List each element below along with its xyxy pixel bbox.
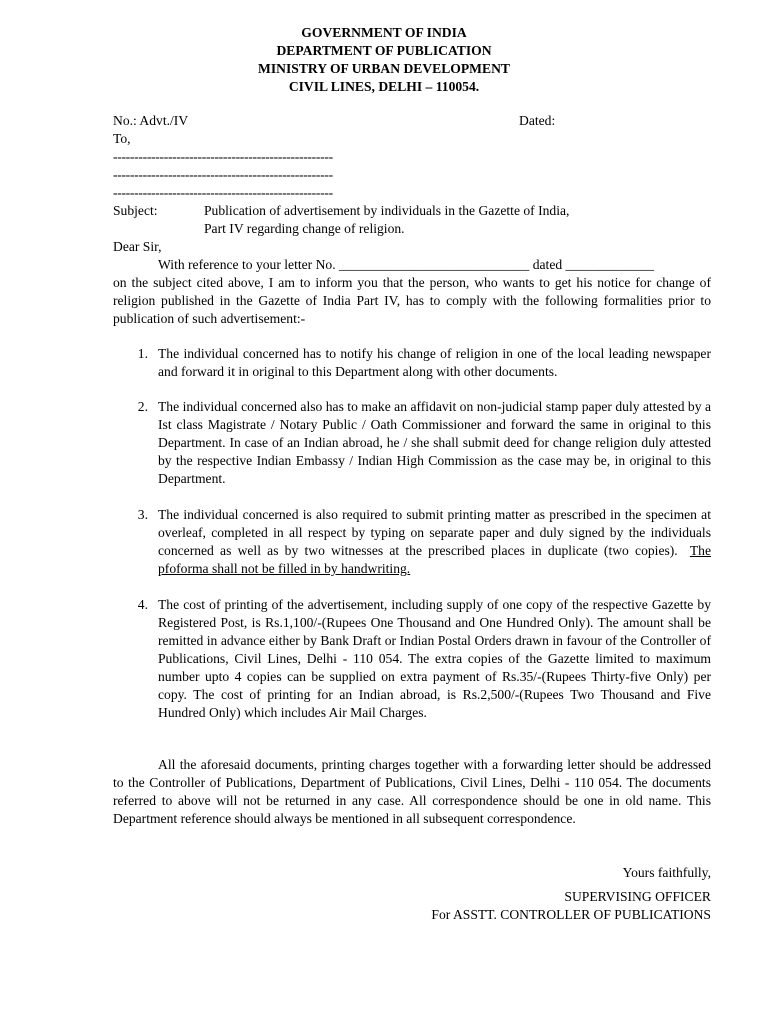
address-line-3: ---------------------------------------------------- — [113, 185, 333, 200]
item-3-handwriting-note: The pfoforma shall not be filled in by handwriting. — [158, 543, 711, 576]
signatory-title: SUPERVISING OFFICER — [564, 889, 711, 904]
address-line-1: ---------------------------------------------------- — [113, 149, 333, 164]
item-1-text: The individual concerned has to notify his change of religion in one of the local leading newspaper and forward it in original to this Department along with other documents. — [158, 346, 711, 379]
letterhead-line-1: GOVERNMENT OF INDIA — [301, 25, 467, 40]
item-3-body: The individual concerned is also required to submit printing matter as prescribed in the specimen at overleaf, completed in all respect by typing on separate paper and duly signed by the individuals concerned as well as by two witnesses at the prescribed places in duplicate (two copies). — [158, 507, 711, 558]
yours-faithfully: Yours faithfully, — [622, 865, 711, 880]
salutation: Dear Sir, — [113, 239, 162, 254]
letterhead-line-3: MINISTRY OF URBAN DEVELOPMENT — [258, 61, 510, 76]
item-4-text: The cost of printing of the advertisement, including supply of one copy of the respective Gazette by Registered Post, is Rs.1,100/-(Rupees One Thousand and One Hundred Only). The amount shall be remitted in advance either by Bank Draft or Indian Postal Orders drawn in favour of the Controller of Publications, Civil Lines, Delhi - 110 054. The extra copies of the Gazette limited to maximum number upto 4 copies can be supplied on extra payment of Rs.35/-(Rupees Thirty-five Only) per copy. The cost of printing for an Indian abroad, is Rs.2,500/-(Rupees Two Thousand and Five Hundred Only) which includes Air Mail Charges. — [158, 597, 711, 720]
letterhead-line-2: DEPARTMENT OF PUBLICATION — [276, 43, 492, 58]
letterhead-line-4: CIVIL LINES, DELHI – 110054. — [288, 79, 480, 94]
reference-number: No.: Advt./IV — [113, 113, 189, 128]
item-2-number: 2. — [137, 399, 148, 414]
letterhead — [0, 24, 768, 96]
intro-paragraph: on the subject cited above, I am to inform you that the person, who wants to get his notice for change of religion published in the Gazette of India Part IV, has to comply with the following formalities prior to publication of such advertisement:- — [113, 275, 711, 326]
to-label: To, — [113, 131, 131, 146]
closing-paragraph: All the aforesaid documents, printing charges together with a forwarding letter should be addressed to the Controller of Publications, Department of Publications, Civil Lines, Delhi - 110 054. The documents referred to above will not be returned in any case. All correspondence should be one in old name. This Department reference should always be mentioned in all subsequent correspondence. — [113, 757, 711, 826]
item-2-text: The individual concerned also has to make an affidavit on non-judicial stamp paper duly attested by a Ist class Magistrate / Notary Public / Oath Commissioner and forward the same in original to this Department. In case of an Indian abroad, he / she shall submit deed for change religion duly attested by the respective Indian Embassy / Indian High Commission as the case may be, in original to this Department. — [158, 399, 711, 486]
intro-first-line: With reference to your letter No. ____________________________ dated _____________ — [158, 257, 654, 272]
item-1-number: 1. — [137, 346, 148, 361]
item-4-number: 4. — [137, 597, 148, 612]
address-line-2: ---------------------------------------------------- — [113, 167, 333, 182]
subject-line-2: Part IV regarding change of religion. — [204, 221, 405, 236]
item-3-number: 3. — [137, 507, 148, 522]
dated-label: Dated: — [519, 113, 556, 128]
subject-label: Subject: — [113, 203, 158, 218]
subject-line-1: Publication of advertisement by individuals in the Gazette of India, — [204, 203, 570, 218]
item-3-text — [158, 506, 711, 578]
signatory-for: For ASSTT. CONTROLLER OF PUBLICATIONS — [431, 907, 711, 922]
